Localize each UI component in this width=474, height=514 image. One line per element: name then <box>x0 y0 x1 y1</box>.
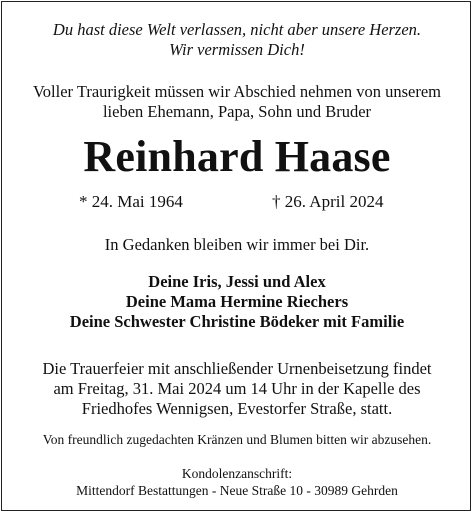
deceased-name: Reinhard Haase <box>83 132 391 181</box>
remembrance-text: In Gedanken bleiben wir immer bei Dir. <box>104 235 370 254</box>
flowers-note: Von freundlich zugedachten Kränzen und Blumen bitten wir abzusehen. <box>42 432 432 447</box>
death-date: † 26. April 2024 <box>272 192 384 211</box>
condolence-address: Mittendorf Bestattungen - Neue Straße 10 - 30989 Gehrden <box>76 483 398 498</box>
intro-line-2: lieben Ehemann, Papa, Sohn und Bruder <box>102 102 372 121</box>
intro-line-1: Voller Traurigkeit müssen wir Abschied nehmen von unserem <box>32 82 442 101</box>
ceremony-line-2: am Freitag, 31. Mai 2024 um 14 Uhr in der Kapelle des <box>53 379 421 398</box>
mourner-line: Deine Schwester Christine Bödeker mit Familie <box>69 312 405 331</box>
ceremony-line-3: Friedhofes Wennigsen, Evestorfer Straße, statt. <box>81 399 393 418</box>
mourner-line: Deine Iris, Jessi und Alex <box>148 272 326 291</box>
ceremony-line-1: Die Trauerfeier mit anschließender Urnenbeisetzung findet <box>42 359 432 378</box>
birth-date: * 24. Mai 1964 <box>79 192 183 211</box>
condolence-label: Kondolenzanschrift: <box>181 466 293 481</box>
mourner-line: Deine Mama Hermine Riechers <box>125 292 349 311</box>
motto-line-1: Du hast diese Welt verlassen, nicht aber unsere Herzen. <box>52 20 422 39</box>
motto-line-2: Wir vermissen Dich! <box>169 40 305 59</box>
